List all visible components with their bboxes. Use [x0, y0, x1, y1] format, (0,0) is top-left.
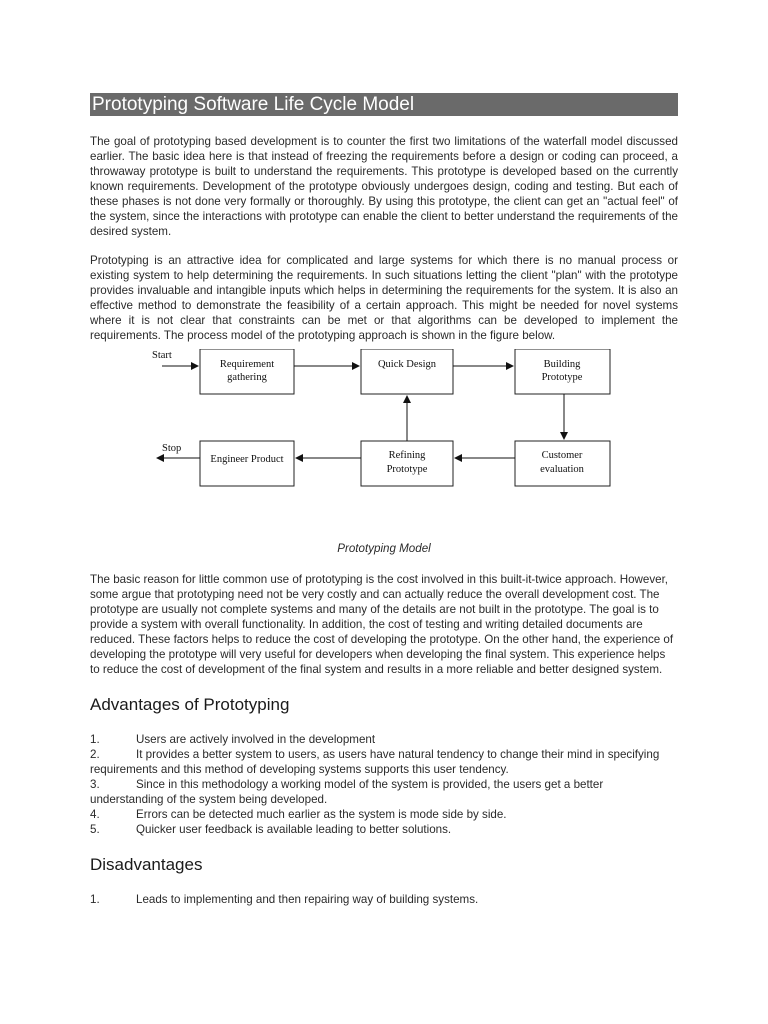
quick-design-box: [361, 349, 453, 394]
list-item-number: 2.: [90, 748, 100, 761]
requirement-label-line2: gathering: [227, 372, 267, 383]
advantages-list: [90, 732, 678, 837]
requirement-label-line1: Requirement: [219, 359, 275, 370]
list-item-number: 1.: [90, 893, 100, 906]
list-item-text: It provides a better system to users, as users have natural tendency to change their mind in specifying requirements and this method of developing systems supports this user tendency.: [90, 748, 660, 776]
list-item: [90, 747, 678, 777]
customer-label-line2: evaluation: [540, 464, 584, 475]
disadvantages-list: [90, 892, 678, 907]
list-item-text: Users are actively involved in the development: [136, 733, 376, 746]
page-title: Prototyping Software Life Cycle Model: [90, 93, 678, 116]
list-item-number: 5.: [90, 823, 100, 836]
list-item-number: 3.: [90, 778, 100, 791]
list-item: [90, 807, 678, 822]
advantages-heading: Advantages of Prototyping: [90, 695, 290, 714]
start-label: Start: [152, 350, 172, 361]
list-item: [90, 732, 678, 747]
stop-label: Stop: [162, 443, 182, 454]
list-item-text: Since in this methodology a working model of the system is provided, the users get a better understanding of the system being developed.: [90, 778, 604, 806]
third-paragraph: The basic reason for little common use of prototyping is the cost involved in this built-it-twice approach. However, some argue that prototyping need not be very costly and can actually reduce the overall development cost. The prototype are usually not complete systems and many of the details are not built in the prototype. The goal is to provide a system with overall functionality. In addition, the cost of testing and writing detailed documents are reduced. These factors helps to reduce the cost of developing the prototype. On the other hand, the experience of developing the prototype will very useful for developers when developing the final system. This experience helps to reduce the cost of development of the final system and results in a more reliable and better designed system.: [90, 573, 674, 676]
list-item: [90, 892, 678, 907]
disadvantages-heading: Disadvantages: [90, 855, 203, 874]
second-paragraph: Prototyping is an attractive idea for complicated and large systems for which there is no manual process or existing system to help determining the requirements. In such situations letting the client "plan" with the prototype provides invaluable and intangible inputs which helps in determining the requirements for the system. It is also an effective method to demonstrate the feasibility of a certain approach. This might be needed for novel systems where it is not clear that constraints can be met or that algorithms can be developed to implement the requirements. The process model of the prototyping approach is shown in the figure below.: [90, 254, 678, 342]
diagram-svg: [90, 349, 678, 541]
intro-paragraph: The goal of prototyping based development is to counter the first two limitations of the waterfall model discussed earlier. The basic idea here is that instead of freezing the requirements before a design or coding can proceed, a throwaway prototype is built to understand the requirements. This prototype is developed based on the currently known requirements. Development of the prototype obviously undergoes design, coding and testing. But each of these phases is not done very formally or thoroughly. By using this prototype, the client can get an "actual feel" of the system, since the interactions with prototype can enable the client to better understand the requirements of the desired system.: [90, 135, 678, 238]
list-item-text: Leads to implementing and then repairing way of building systems.: [136, 893, 479, 906]
refining-label-line1: Refining: [388, 450, 426, 461]
list-item-number: 4.: [90, 808, 100, 821]
building-label-line1: Building: [543, 359, 581, 370]
refining-label-line2: Prototype: [386, 464, 428, 475]
customer-label-line1: Customer: [541, 450, 583, 461]
list-item: [90, 822, 678, 837]
document-page: [90, 93, 678, 907]
list-item-text: Quicker user feedback is available leading to better solutions.: [136, 823, 452, 836]
list-item-text: Errors can be detected much earlier as the system is mode side by side.: [136, 808, 507, 821]
figure-caption: Prototyping Model: [337, 542, 431, 555]
list-item: [90, 777, 678, 807]
engineer-product-label: Engineer Product: [210, 454, 284, 465]
prototyping-model-diagram: [90, 349, 678, 541]
building-label-line2: Prototype: [541, 372, 583, 383]
quick-design-label: Quick Design: [377, 359, 437, 370]
list-item-number: 1.: [90, 733, 100, 746]
